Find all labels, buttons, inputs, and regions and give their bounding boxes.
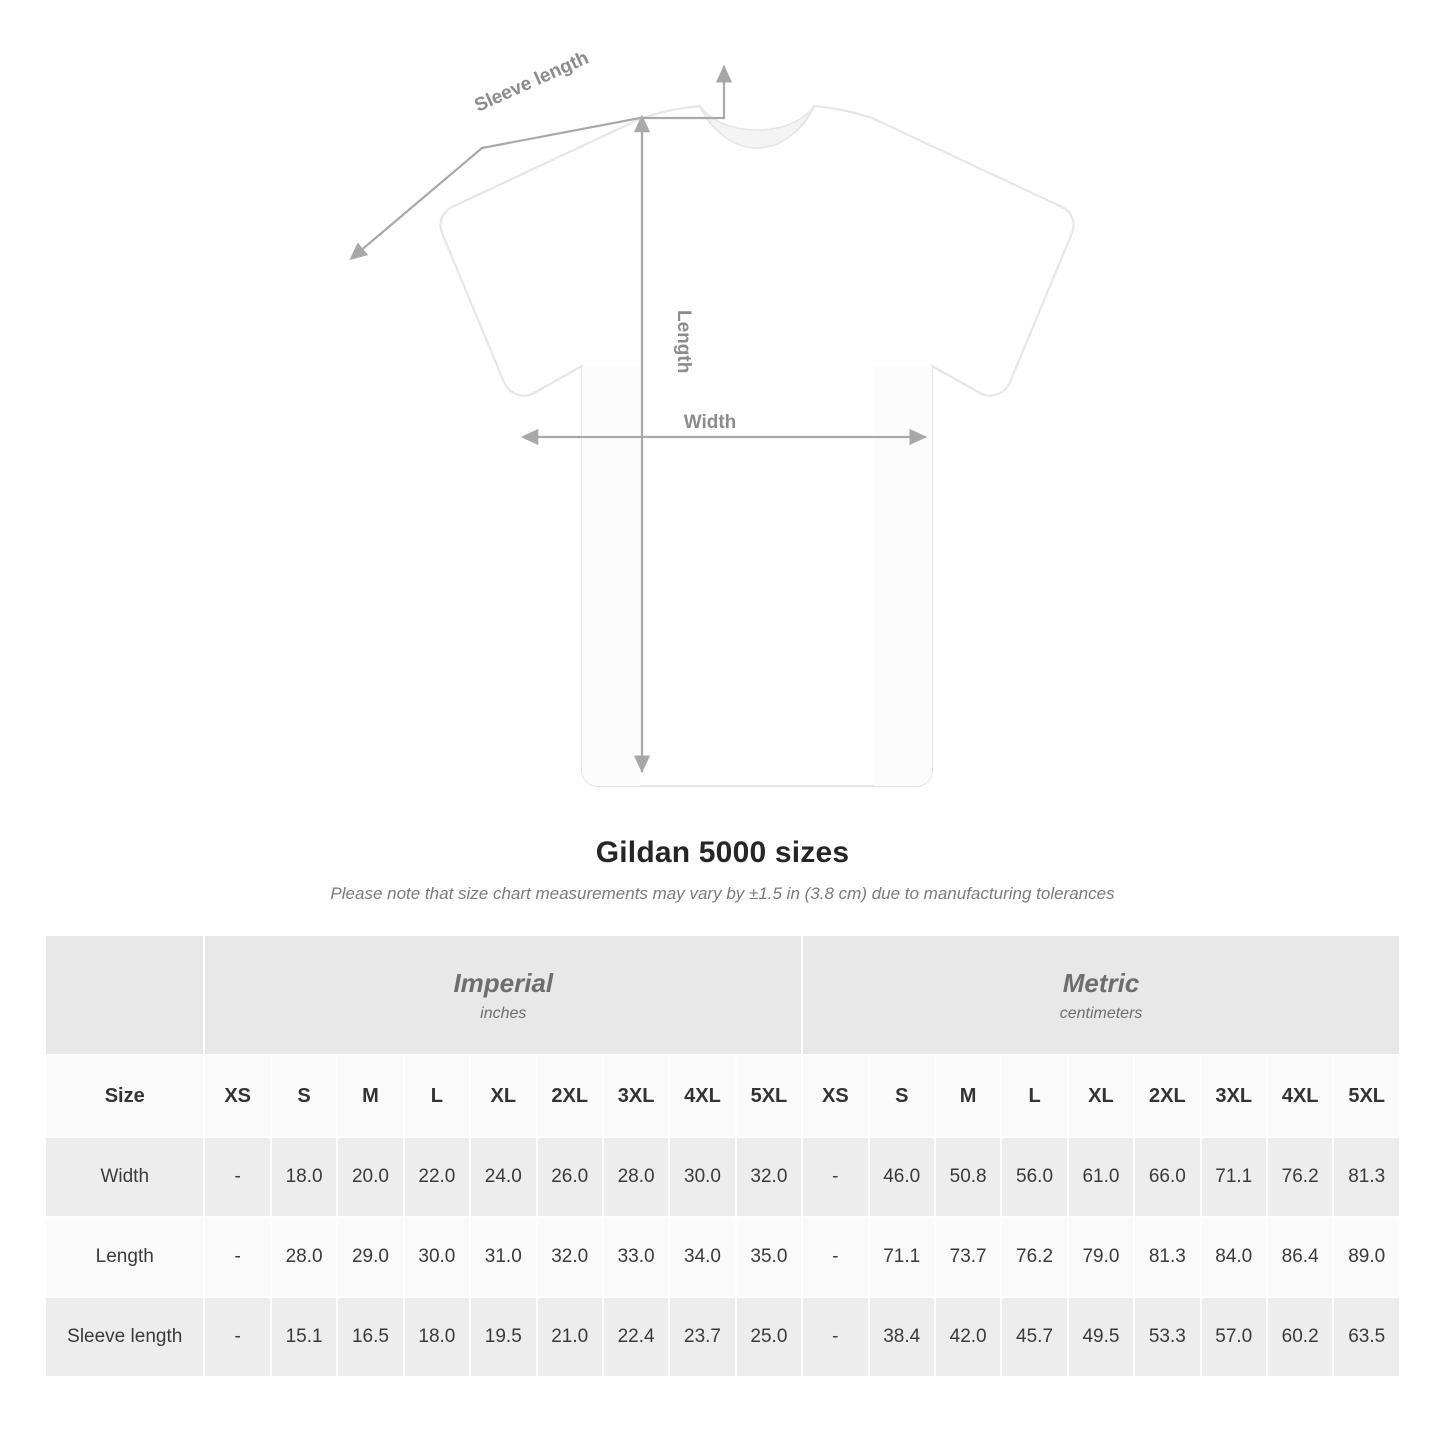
cell-width-imperial-xl: 24.0 (471, 1138, 535, 1216)
cell-width-metric-xl: 61.0 (1069, 1138, 1133, 1216)
col-header-imperial-s: S (272, 1056, 336, 1136)
cell-width-imperial-m: 20.0 (338, 1138, 402, 1216)
cell-sleeve-imperial-5xl: 25.0 (737, 1298, 801, 1376)
width-label: Width (683, 412, 737, 433)
col-header-metric-xs: XS (803, 1056, 867, 1136)
cell-width-imperial-s: 18.0 (272, 1138, 336, 1216)
cell-sleeve-metric-4xl: 60.2 (1268, 1298, 1332, 1376)
row-label-sleeve-length: Sleeve length (46, 1298, 203, 1376)
unit-group-metric (803, 936, 1399, 1054)
cell-width-metric-xs: - (803, 1138, 867, 1216)
sleeve-length-label: Sleeve length (471, 47, 592, 117)
cell-width-metric-l: 56.0 (1002, 1138, 1066, 1216)
cell-width-metric-m: 50.8 (936, 1138, 1000, 1216)
unit-group-metric-name: Metric (1062, 967, 1140, 998)
unit-group-imperial (205, 936, 801, 1054)
tshirt-shape (440, 106, 1073, 786)
col-header-metric-xl: XL (1069, 1056, 1133, 1136)
cell-length-metric-3xl: 84.0 (1202, 1218, 1266, 1296)
col-header-imperial-5xl: 5XL (737, 1056, 801, 1136)
cell-sleeve-imperial-3xl: 22.4 (604, 1298, 668, 1376)
cell-width-imperial-5xl: 32.0 (737, 1138, 801, 1216)
col-header-metric-4xl: 4XL (1268, 1056, 1332, 1136)
col-header-imperial-xl: XL (471, 1056, 535, 1136)
cell-sleeve-metric-3xl: 57.0 (1202, 1298, 1266, 1376)
col-header-imperial-2xl: 2XL (538, 1056, 602, 1136)
col-header-metric-5xl: 5XL (1334, 1056, 1399, 1136)
col-header-metric-2xl: 2XL (1135, 1056, 1199, 1136)
cell-length-metric-2xl: 81.3 (1135, 1218, 1199, 1296)
table-row (46, 1298, 1399, 1376)
cell-width-metric-s: 46.0 (870, 1138, 934, 1216)
unit-group-imperial-name: Imperial (453, 967, 554, 998)
size-table-wrap (0, 934, 1445, 1378)
col-header-metric-s: S (870, 1056, 934, 1136)
unit-group-metric-sub: centimeters (1059, 1005, 1143, 1023)
col-header-imperial-xs: XS (205, 1056, 269, 1136)
cell-length-metric-4xl: 86.4 (1268, 1218, 1332, 1296)
cell-length-metric-5xl: 89.0 (1334, 1218, 1399, 1296)
length-label: Length (673, 310, 694, 374)
cell-length-imperial-m: 29.0 (338, 1218, 402, 1296)
cell-length-imperial-xs: - (205, 1218, 269, 1296)
cell-width-imperial-3xl: 28.0 (604, 1138, 668, 1216)
cell-sleeve-metric-xs: - (803, 1298, 867, 1376)
col-header-imperial-l: L (405, 1056, 469, 1136)
cell-length-imperial-xl: 31.0 (471, 1218, 535, 1296)
cell-width-imperial-l: 22.0 (405, 1138, 469, 1216)
cell-width-metric-2xl: 66.0 (1135, 1138, 1199, 1216)
size-table (44, 934, 1401, 1378)
row-label-length: Length (46, 1218, 203, 1296)
cell-width-imperial-4xl: 30.0 (670, 1138, 734, 1216)
table-row (46, 1138, 1399, 1216)
cell-sleeve-imperial-xl: 19.5 (471, 1298, 535, 1376)
cell-sleeve-imperial-m: 16.5 (338, 1298, 402, 1376)
col-header-metric-3xl: 3XL (1202, 1056, 1266, 1136)
cell-length-metric-m: 73.7 (936, 1218, 1000, 1296)
cell-length-imperial-3xl: 33.0 (604, 1218, 668, 1296)
chart-title: Gildan 5000 sizes (595, 836, 850, 869)
cell-sleeve-metric-s: 38.4 (870, 1298, 934, 1376)
chart-note: Please note that size chart measurements may vary by ±1.5 in (3.8 cm) due to manufacturing tolerances (330, 884, 1115, 903)
cell-length-metric-s: 71.1 (870, 1218, 934, 1296)
col-header-imperial-3xl: 3XL (604, 1056, 668, 1136)
cell-sleeve-imperial-l: 18.0 (405, 1298, 469, 1376)
cell-sleeve-imperial-4xl: 23.7 (670, 1298, 734, 1376)
cell-length-imperial-5xl: 35.0 (737, 1218, 801, 1296)
cell-length-imperial-s: 28.0 (272, 1218, 336, 1296)
cell-width-imperial-2xl: 26.0 (538, 1138, 602, 1216)
cell-length-metric-xs: - (803, 1218, 867, 1296)
cell-length-metric-xl: 79.0 (1069, 1218, 1133, 1296)
cell-length-imperial-4xl: 34.0 (670, 1218, 734, 1296)
cell-width-metric-4xl: 76.2 (1268, 1138, 1332, 1216)
col-header-imperial-4xl: 4XL (670, 1056, 734, 1136)
cell-width-metric-5xl: 81.3 (1334, 1138, 1399, 1216)
cell-width-metric-3xl: 71.1 (1202, 1138, 1266, 1216)
cell-sleeve-imperial-xs: - (205, 1298, 269, 1376)
unit-group-imperial-sub: inches (480, 1005, 527, 1023)
cell-sleeve-metric-5xl: 63.5 (1334, 1298, 1399, 1376)
cell-sleeve-metric-l: 45.7 (1002, 1298, 1066, 1376)
title-block (0, 836, 1445, 904)
cell-width-imperial-xs: - (205, 1138, 269, 1216)
cell-sleeve-imperial-2xl: 21.0 (538, 1298, 602, 1376)
table-row (46, 1218, 1399, 1296)
cell-length-metric-l: 76.2 (1002, 1218, 1066, 1296)
cell-sleeve-metric-m: 42.0 (936, 1298, 1000, 1376)
cell-length-imperial-2xl: 32.0 (538, 1218, 602, 1296)
cell-sleeve-metric-2xl: 53.3 (1135, 1298, 1199, 1376)
cell-sleeve-metric-xl: 49.5 (1069, 1298, 1133, 1376)
cell-sleeve-imperial-s: 15.1 (272, 1298, 336, 1376)
col-header-metric-l: L (1002, 1056, 1066, 1136)
col-header-imperial-m: M (338, 1056, 402, 1136)
size-header-label: Size (46, 1056, 203, 1136)
unit-corner-cell (46, 936, 203, 1054)
cell-length-imperial-l: 30.0 (405, 1218, 469, 1296)
size-header-row (46, 1056, 1399, 1136)
row-label-width: Width (46, 1138, 203, 1216)
unit-header-row (46, 936, 1399, 1054)
col-header-metric-m: M (936, 1056, 1000, 1136)
